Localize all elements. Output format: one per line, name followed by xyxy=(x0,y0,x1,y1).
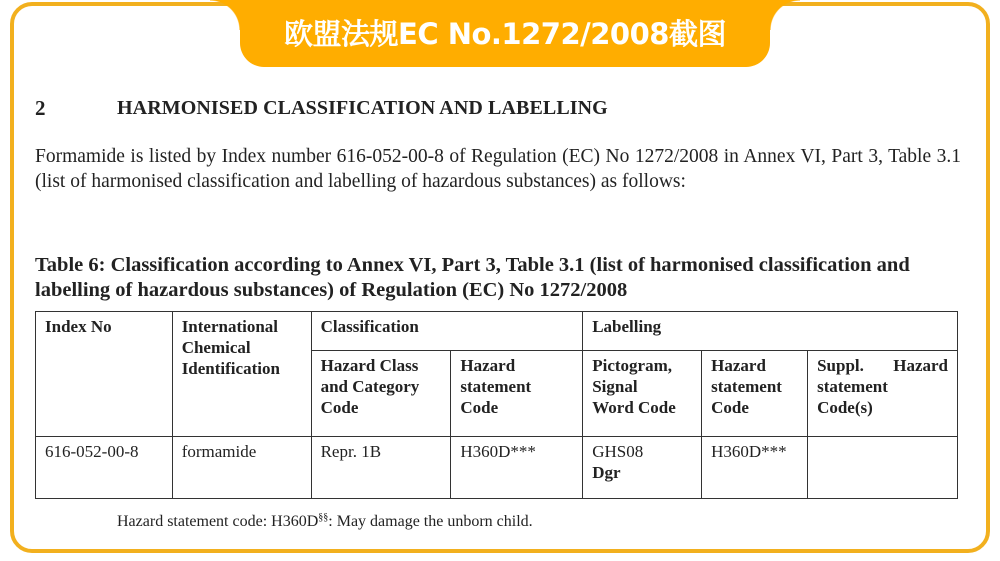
intro-paragraph: Formamide is listed by Index number 616-052-00-8 of Regulation (EC) No 1272/2008 in Annex VI, Part 3, Table 3.1 (list of harmonised classification and labelling of hazardous substances) as follows: xyxy=(35,146,961,192)
header-label: Hazard Class xyxy=(320,356,419,375)
section-title: HARMONISED CLASSIFICATION AND LABELLING xyxy=(117,97,608,119)
header-label: Pictogram, xyxy=(592,356,672,375)
header-label: Signal xyxy=(592,377,638,396)
banner-title: 欧盟法规EC No.1272/2008截图 xyxy=(284,17,726,51)
cell-hazard-class: Repr. 1B xyxy=(311,437,451,499)
header-label: Word Code xyxy=(592,398,676,417)
table-caption: Table 6: Classification according to Annex VI, Part 3, Table 3.1 (list of harmonised classification and labelling of hazardous substances) of Regulation (EC) No 1272/2008 xyxy=(35,254,910,301)
header-label: Code xyxy=(320,398,359,417)
header-suppl-hazard-statement xyxy=(808,351,958,437)
header-label: Code xyxy=(460,398,499,417)
title-banner xyxy=(240,0,770,67)
header-label: Identification xyxy=(181,359,280,378)
header-label: Hazard xyxy=(460,356,516,375)
header-pictogram-signal-word xyxy=(583,351,702,437)
header-labelling: Labelling xyxy=(583,312,958,351)
header-label: Hazard xyxy=(893,356,948,375)
cell-pictogram-signal-word xyxy=(583,437,702,499)
header-label: Index No xyxy=(45,317,112,336)
cell-suppl-hazard-statement xyxy=(808,437,958,499)
header-label: statement xyxy=(460,377,532,396)
header-label: Suppl. xyxy=(817,356,864,375)
cell-chemical: formamide xyxy=(172,437,311,499)
header-hazard-class-category xyxy=(311,351,451,437)
header-index-no xyxy=(36,312,173,437)
table-row xyxy=(36,437,958,499)
cell-hazard-statement: H360D*** xyxy=(451,437,583,499)
signal-word: Dgr xyxy=(592,463,621,482)
header-classification: Classification xyxy=(311,312,583,351)
footnote-suffix: : May damage the unborn child. xyxy=(328,513,533,530)
section-number: 2 xyxy=(35,96,46,120)
header-hazard-statement-code xyxy=(451,351,583,437)
table-header-row xyxy=(36,312,958,351)
header-label: Chemical xyxy=(181,338,251,357)
classification-table xyxy=(35,311,958,499)
header-label: Code xyxy=(711,398,749,417)
header-label-line xyxy=(817,355,948,376)
header-labelling-hazard-statement-code xyxy=(702,351,808,437)
header-label: statement xyxy=(817,377,888,396)
header-label: International xyxy=(181,317,279,336)
cell-index-no: 616-052-00-8 xyxy=(36,437,173,499)
cell-label-hazard-statement: H360D*** xyxy=(702,437,808,499)
header-label: Code(s) xyxy=(817,398,873,417)
header-label: statement xyxy=(711,377,782,396)
footnote-superscript: §§ xyxy=(318,512,329,523)
header-label: and Category xyxy=(320,377,420,396)
footnote-prefix: Hazard statement code: H360D xyxy=(117,513,319,530)
pictogram-code: GHS08 xyxy=(592,442,644,461)
header-chemical-identification xyxy=(172,312,311,437)
header-label: Hazard xyxy=(711,356,766,375)
footnote xyxy=(117,512,533,531)
